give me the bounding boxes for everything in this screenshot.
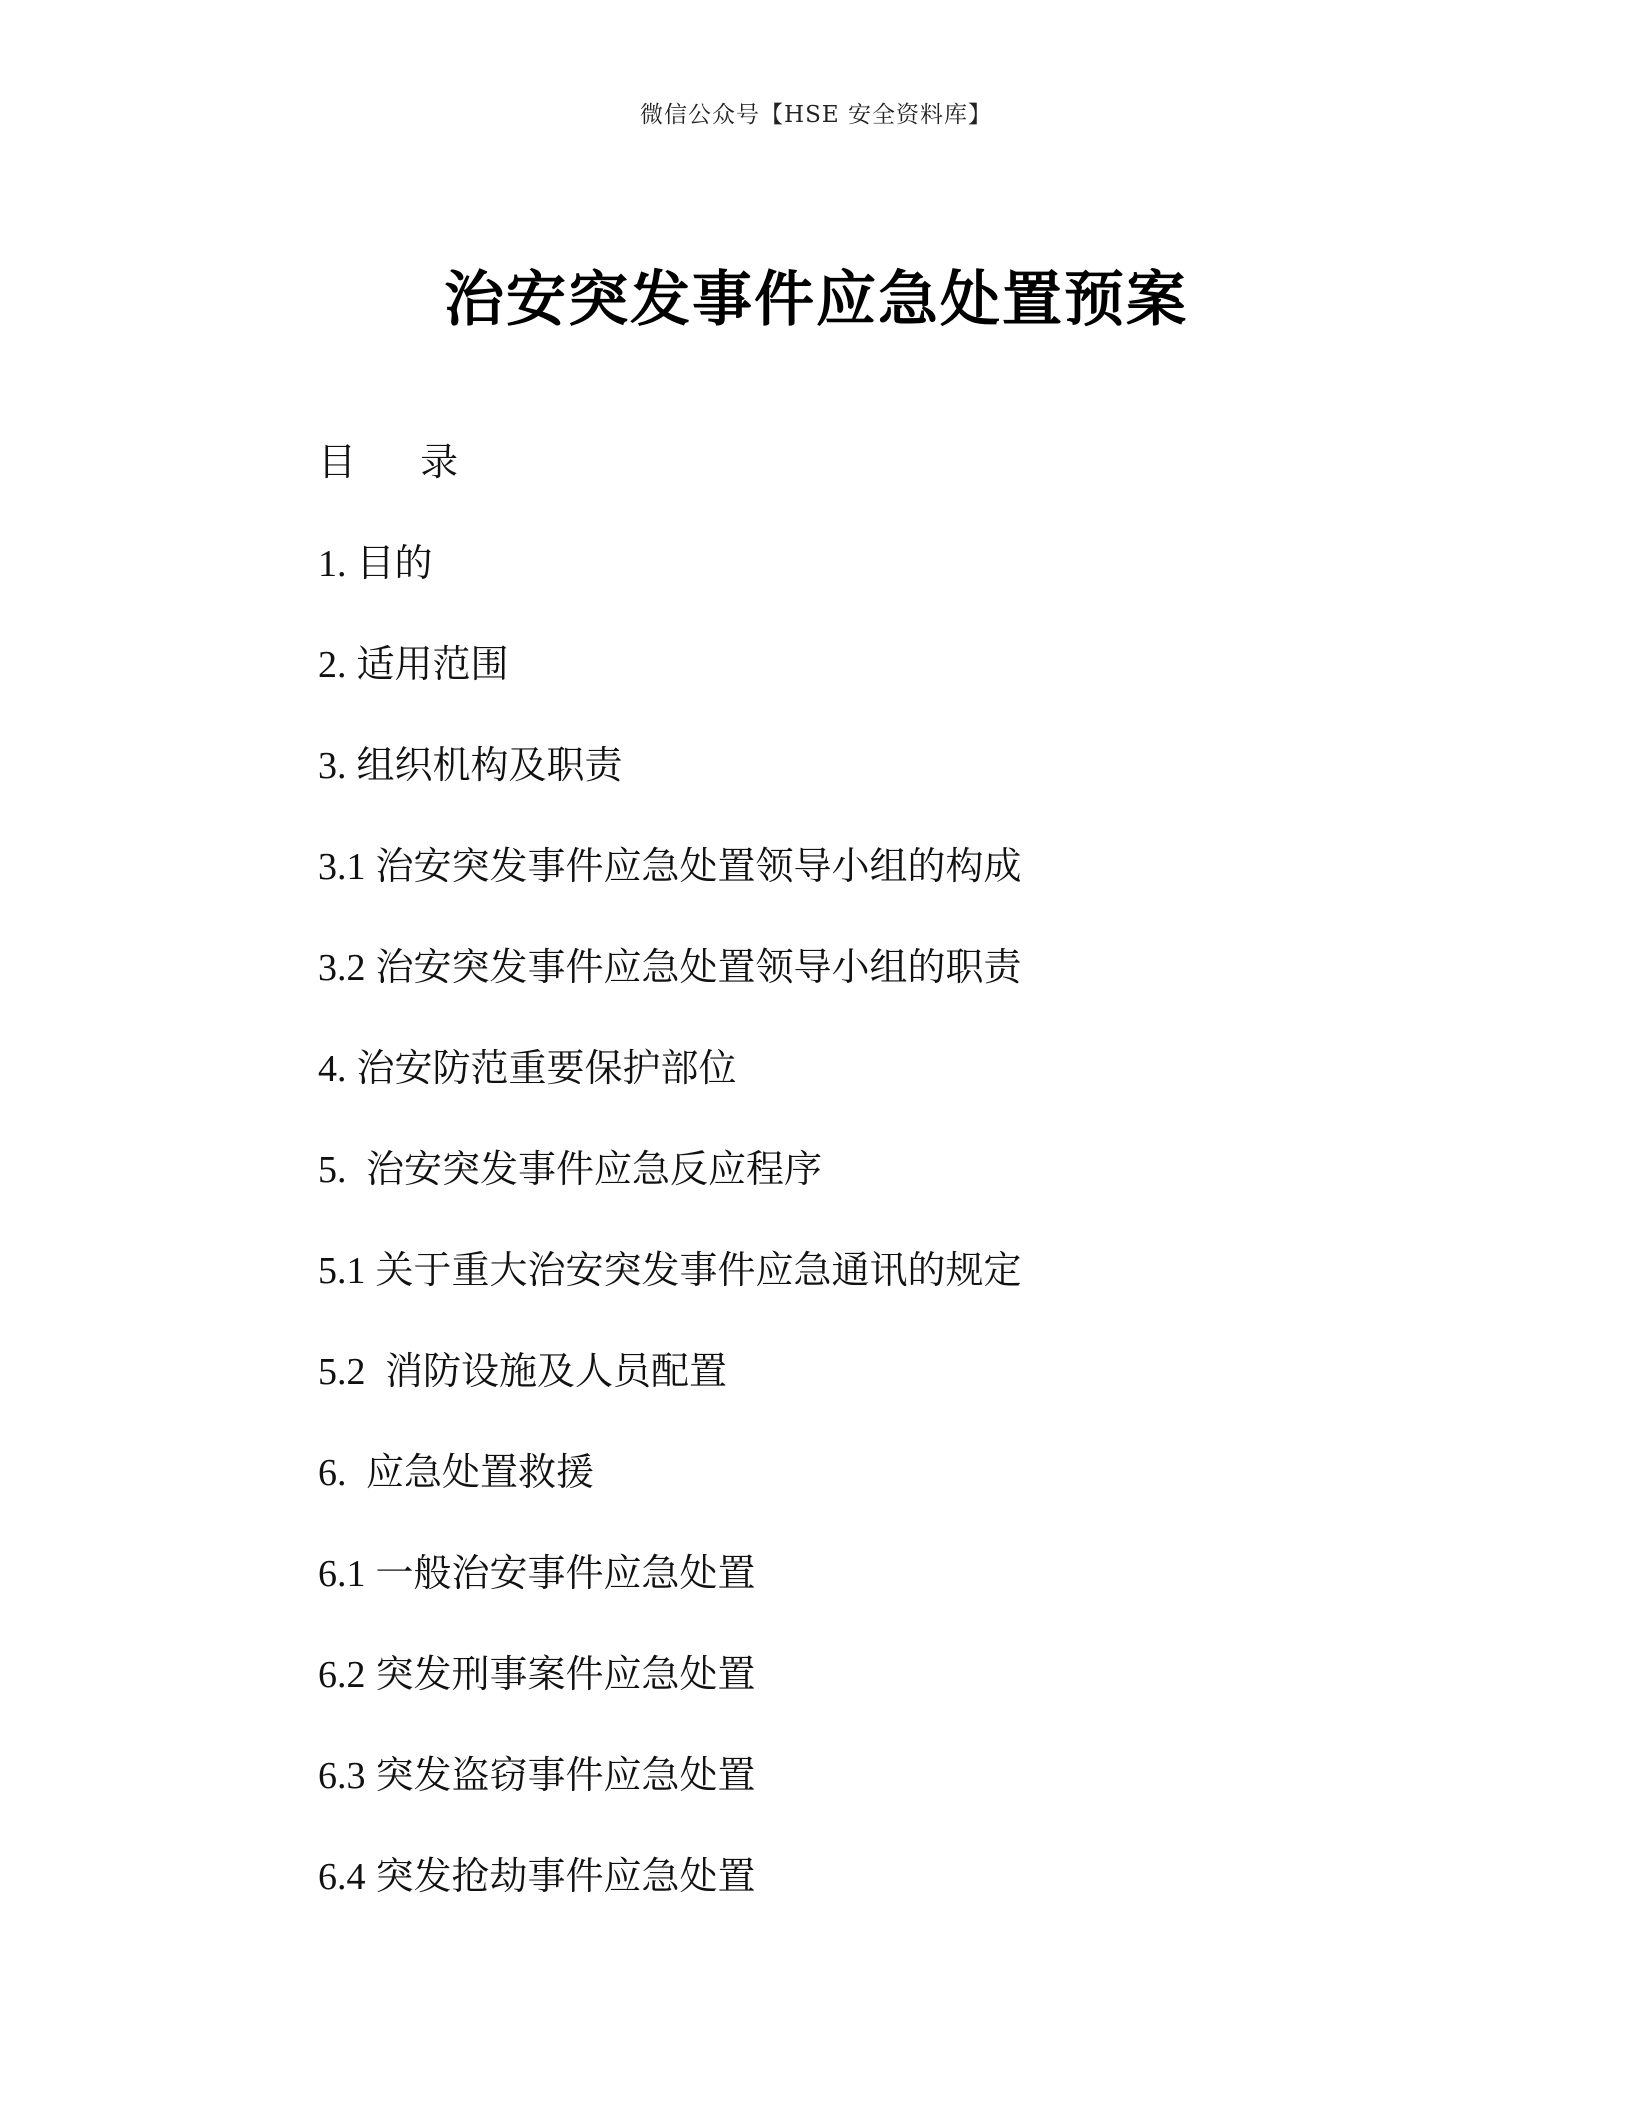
toc-item-3-1 (318, 836, 1418, 937)
toc-item-6-1 (318, 1543, 1418, 1644)
toc-number: 6.2 (318, 1654, 366, 1696)
toc-text: 目的 (356, 541, 433, 585)
toc-item-3 (318, 735, 1418, 836)
table-of-contents (318, 432, 1418, 1947)
toc-item-5-1 (318, 1240, 1418, 1341)
toc-text: 组织机构及职责 (356, 743, 623, 787)
toc-text: 治安突发事件应急反应程序 (366, 1147, 823, 1191)
toc-item-4 (318, 1038, 1418, 1139)
toc-text: 治安突发事件应急处置领导小组的构成 (375, 844, 1022, 888)
toc-item-6-2 (318, 1644, 1418, 1745)
toc-number: 5.1 (318, 1250, 366, 1292)
toc-number: 6.4 (318, 1856, 366, 1898)
toc-number: 6.3 (318, 1755, 366, 1797)
toc-text: 应急处置救援 (366, 1450, 595, 1494)
toc-number: 3.1 (318, 846, 366, 888)
toc-number: 5.2 (318, 1351, 375, 1393)
toc-text: 消防设施及人员配置 (385, 1349, 728, 1393)
toc-number: 6.1 (318, 1553, 366, 1595)
toc-number: 3. (318, 745, 347, 787)
toc-number: 2. (318, 644, 347, 686)
toc-item-3-2 (318, 937, 1418, 1038)
toc-text: 治安突发事件应急处置领导小组的职责 (375, 945, 1022, 989)
toc-text: 治安防范重要保护部位 (356, 1046, 737, 1090)
toc-text: 突发刑事案件应急处置 (375, 1652, 756, 1696)
document-title: 治安突发事件应急处置预案 (444, 265, 1188, 335)
toc-number: 6. (318, 1452, 356, 1494)
toc-number: 5. (318, 1149, 356, 1191)
toc-number: 1. (318, 543, 347, 585)
toc-text: 突发抢劫事件应急处置 (375, 1854, 756, 1898)
toc-item-2 (318, 634, 1418, 735)
toc-number: 3.2 (318, 947, 366, 989)
toc-number: 4. (318, 1048, 347, 1090)
toc-text: 突发盗窃事件应急处置 (375, 1753, 756, 1797)
toc-text: 一般治安事件应急处置 (375, 1551, 756, 1595)
toc-text: 关于重大治安突发事件应急通讯的规定 (375, 1248, 1022, 1292)
toc-item-6-3 (318, 1745, 1418, 1846)
toc-item-5 (318, 1139, 1418, 1240)
toc-item-1 (318, 533, 1418, 634)
toc-list (318, 533, 1418, 1947)
toc-item-6-4 (318, 1846, 1418, 1947)
toc-text: 适用范围 (356, 642, 509, 686)
toc-item-6 (318, 1442, 1418, 1543)
toc-heading: 目 录 (318, 440, 485, 484)
toc-item-5-2 (318, 1341, 1418, 1442)
page-header: 微信公众号【HSE 安全资料库】 (640, 102, 992, 128)
